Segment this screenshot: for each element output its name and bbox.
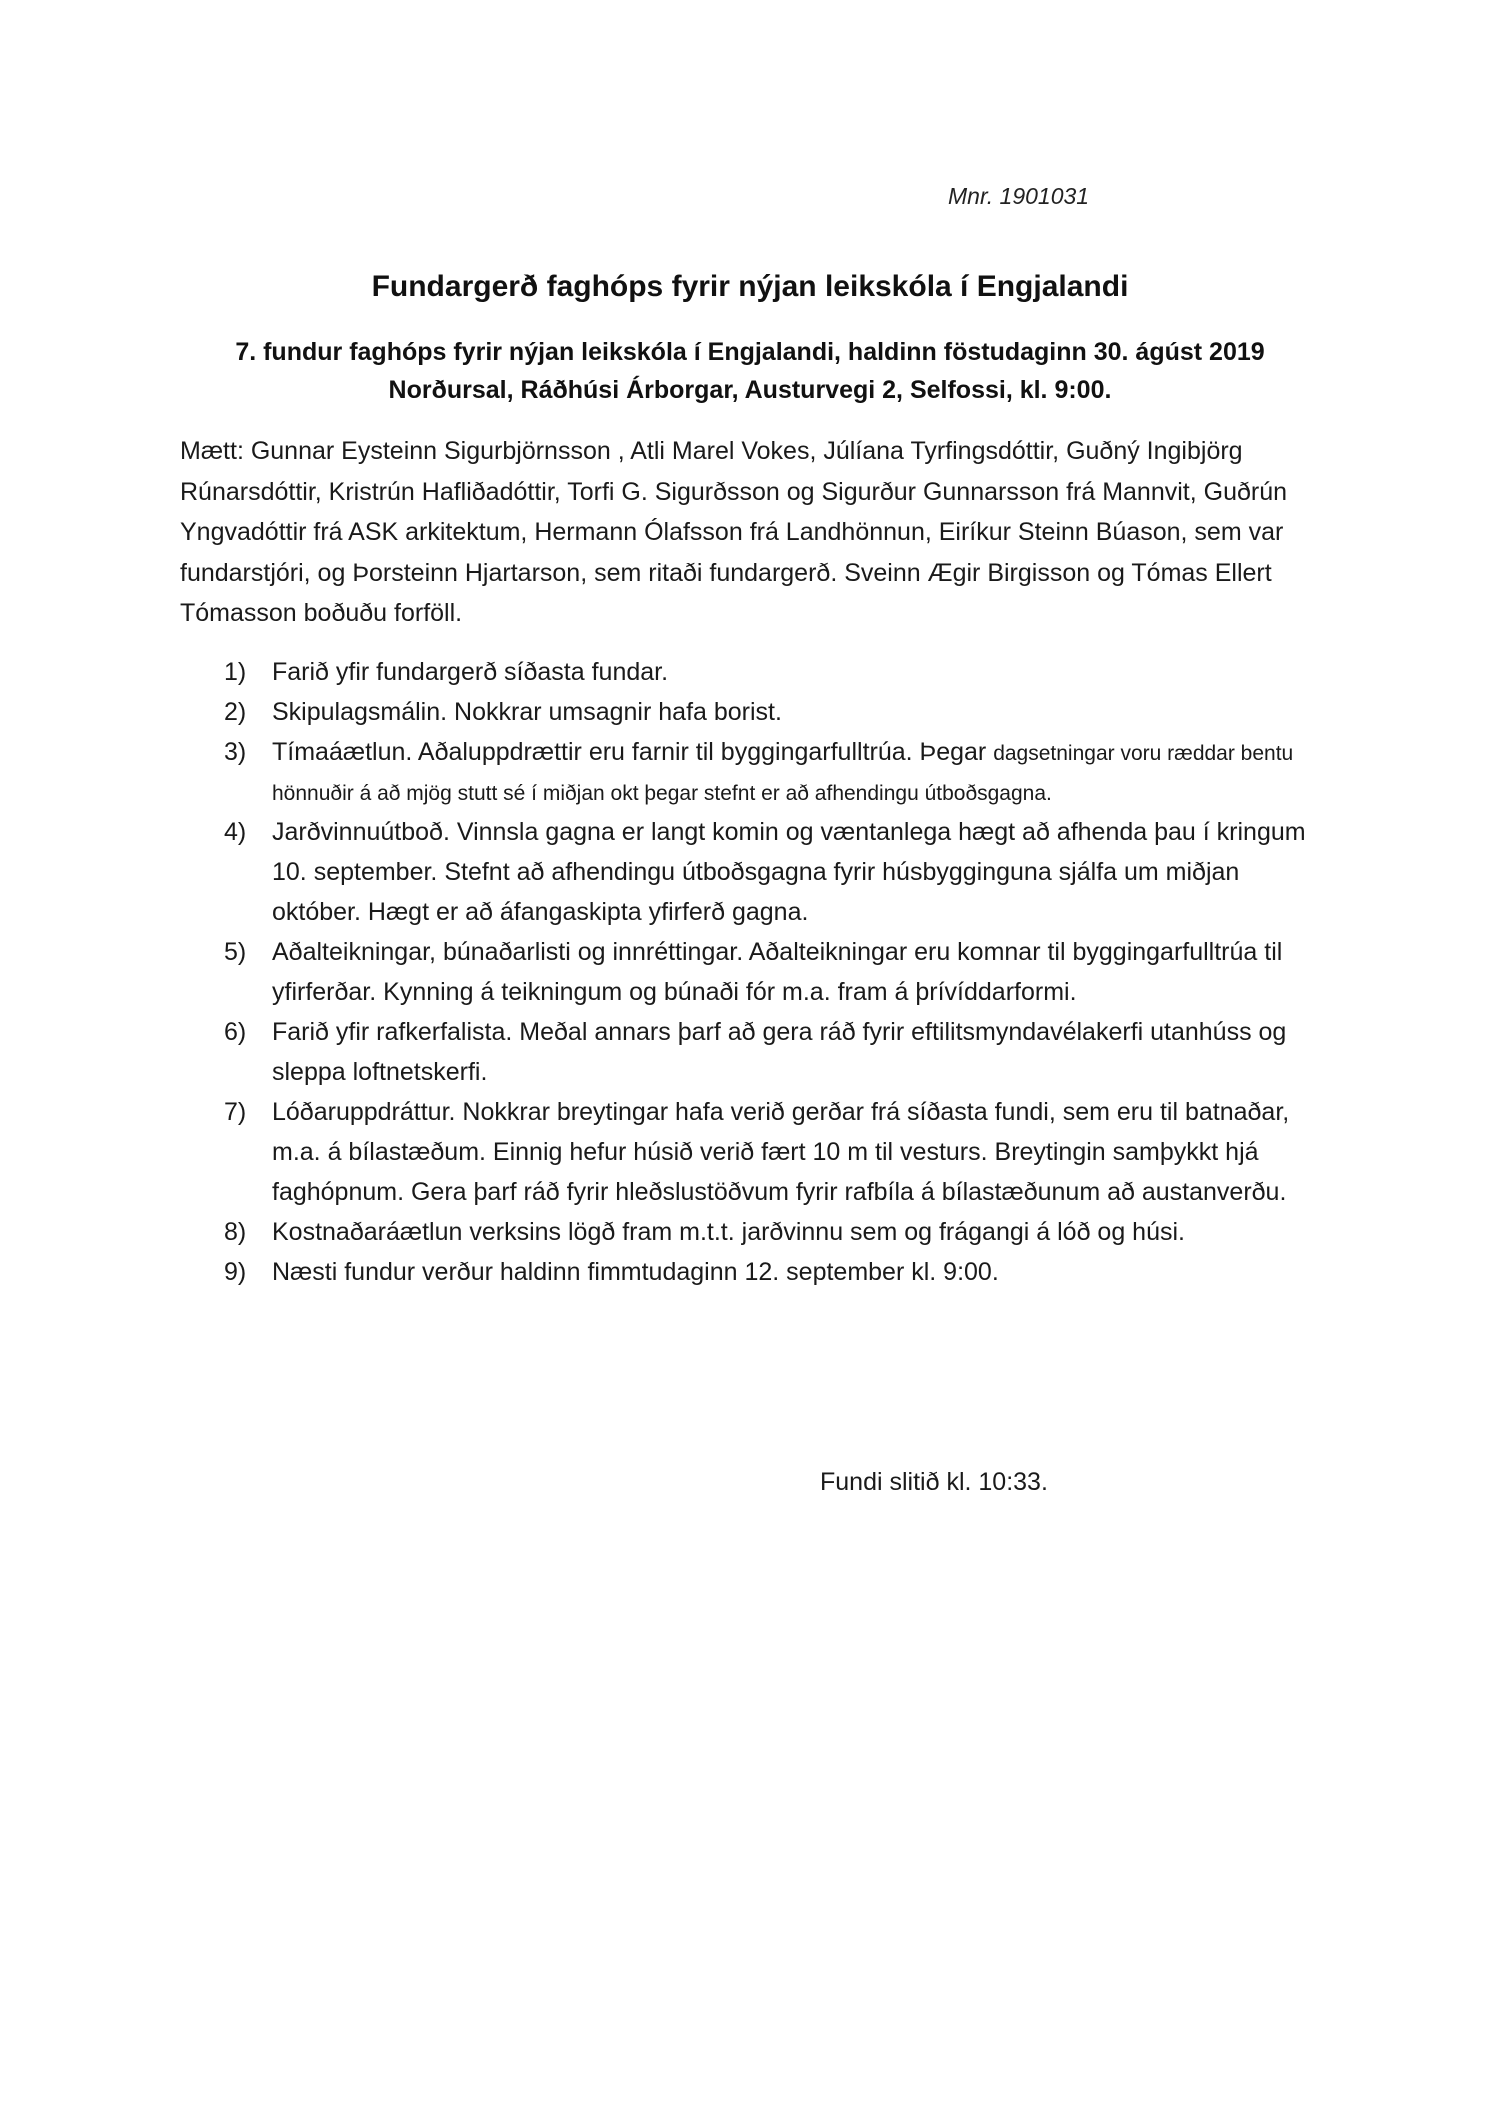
agenda-item-number: 3) <box>224 738 247 766</box>
agenda-item-2 <box>180 692 1330 732</box>
document-title: Fundargerð faghóps fyrir nýjan leikskóla í Engjalandi <box>371 270 1129 303</box>
closing-note: Fundi slitið kl. 10:33. <box>820 1468 1048 1496</box>
agenda-item-number: 4) <box>224 818 247 846</box>
agenda-item-8 <box>180 1212 1330 1252</box>
meeting-subtitle <box>0 333 1500 409</box>
agenda-item-text: Tímaáætlun. Aðaluppdrættir eru farnir til byggingarfulltrúa. Þegar <box>272 738 994 766</box>
subtitle-line-2: Norðursal, Ráðhúsi Árborgar, Austurvegi 2, Selfossi, kl. 9:00. <box>388 376 1112 404</box>
agenda-item-6 <box>180 1012 1330 1092</box>
agenda-item-number: 6) <box>224 1018 247 1046</box>
agenda-item-text: Skipulagsmálin. Nokkrar umsagnir hafa borist. <box>272 698 782 726</box>
agenda-item-number: 5) <box>224 938 247 966</box>
agenda-item-text: Kostnaðaráætlun verksins lögð fram m.t.t. jarðvinnu sem og frágangi á lóð og húsi. <box>272 1218 1185 1246</box>
agenda-item-text: Aðalteikningar, búnaðarlisti og innréttingar. Aðalteikningar eru komnar til byggingarfulltrúa til yfirferðar. Kynning á teikningum og búnaði fór m.a. fram á þrívíddarformi. <box>272 938 1283 1006</box>
agenda-item-number: 7) <box>224 1098 247 1126</box>
agenda-item-3 <box>180 732 1330 812</box>
agenda-item-1 <box>180 652 1330 692</box>
attendance-paragraph: Mætt: Gunnar Eysteinn Sigurbjörnsson , Atli Marel Vokes, Júlíana Tyrfingsdóttir, Guðný Ingibjörg Rúnarsdóttir, Kristrún Hafliðadóttir, Torfi G. Sigurðsson og Sigurður Gunnarsson frá Mannvit, Guðrún Yngvadóttir frá ASK arkitektum, Hermann Ólafsson frá Landhönnun, Eiríkur Steinn Búason, sem var fundarstjóri, og Þorsteinn Hjartarson, sem ritaði fundargerð. Sveinn Ægir Birgisson og Tómas Ellert Tómasson boðuðu forföll. <box>180 437 1288 627</box>
agenda-item-5 <box>180 932 1330 1012</box>
agenda-item-9 <box>180 1252 1330 1292</box>
agenda-item-number: 8) <box>224 1218 247 1246</box>
agenda-item-text: Lóðaruppdráttur. Nokkrar breytingar hafa verið gerðar frá síðasta fundi, sem eru til batnaðar, m.a. á bílastæðum. Einnig hefur húsið verið fært 10 m til vesturs. Breytingin samþykkt hjá faghópnum. Gera þarf ráð fyrir hleðslustöðvum fyrir rafbíla á bílastæðunum að austanverðu. <box>272 1098 1290 1206</box>
agenda-item-number: 9) <box>224 1258 247 1286</box>
agenda-item-text-small: dagsetningar voru ræddar bentu hönnuðir á að mjög stutt sé í miðjan okt þegar stefnt er að afhendingu útboðsgagna. <box>272 742 1294 805</box>
agenda-item-text: Jarðvinnuútboð. Vinnsla gagna er langt komin og væntanlega hægt að afhenda þau í kringum 10. september. Stefnt að afhendingu útboðsgagna fyrir húsbygginguna sjálfa um miðjan október. Hægt er að áfangaskipta yfirferð gagna. <box>272 818 1306 926</box>
agenda-item-number: 2) <box>224 698 247 726</box>
agenda-item-4 <box>180 812 1330 932</box>
agenda-item-text: Farið yfir rafkerfalista. Meðal annars þarf að gera ráð fyrir eftilitsmyndavélakerfi utanhúss og sleppa loftnetskerfi. <box>272 1018 1287 1086</box>
agenda-item-7 <box>180 1092 1330 1212</box>
agenda-item-text: Farið yfir fundargerð síðasta fundar. <box>272 658 669 686</box>
agenda-item-text: Næsti fundur verður haldinn fimmtudaginn 12. september kl. 9:00. <box>272 1258 999 1286</box>
reference-number: Mnr. 1901031 <box>948 183 1090 209</box>
subtitle-line-1: 7. fundur faghóps fyrir nýjan leikskóla í Engjalandi, haldinn föstudaginn 30. ágúst 2019 <box>235 338 1265 366</box>
agenda-item-number: 1) <box>224 658 247 686</box>
agenda-list <box>180 652 1330 1292</box>
